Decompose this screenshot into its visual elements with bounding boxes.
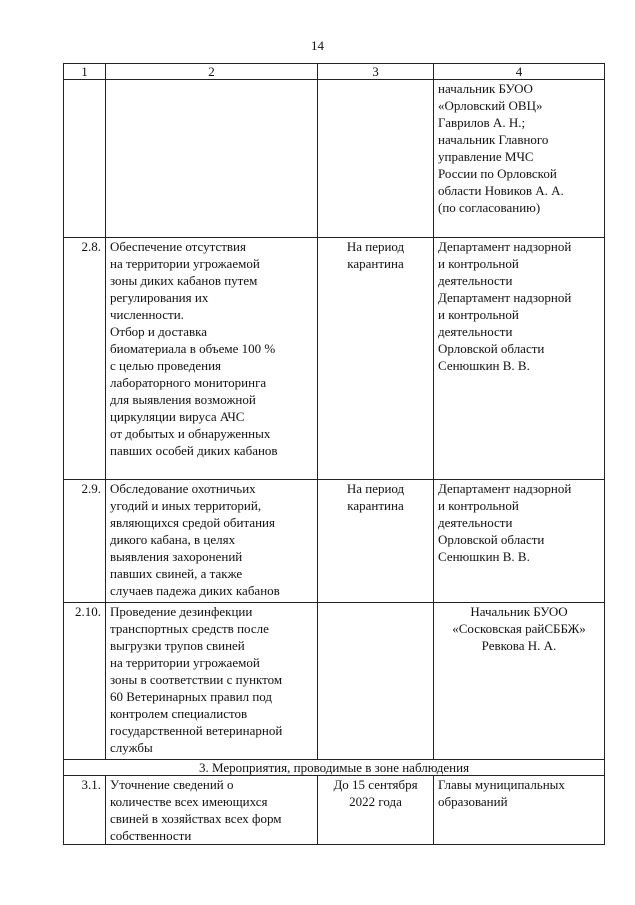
row-responsible: Департамент надзорной и контрольной деятельности Департамент надзорной и контрольной деятельности Орловской области Сенюшкин В. В. — [434, 238, 605, 480]
row-term — [318, 603, 434, 760]
row-action: Обеспечение отсутствия на территории угрожаемой зоны диких кабанов путем регулирования их численности. Отбор и доставка биоматериала в объеме 100 % с целью проведения лабораторного мониторинга для выявления возможной циркуляции вируса АЧС от добытых и обнаруженных павших особей диких кабанов — [106, 238, 318, 480]
row-responsible: Главы муниципальных образований — [434, 776, 605, 845]
row-term — [318, 80, 434, 238]
row-number: 2.10. — [64, 603, 106, 760]
header-col-1: 1 — [64, 64, 106, 80]
section-title: 3. Мероприятия, проводимые в зоне наблюдения — [64, 760, 605, 776]
table-header-row — [64, 64, 605, 80]
table-row — [64, 238, 605, 480]
row-term: До 15 сентября 2022 года — [318, 776, 434, 845]
table-row — [64, 603, 605, 760]
row-action: Обследование охотничьих угодий и иных территорий, являющихся средой обитания дикого кабана, в целях выявления захоронений павших свиней, а также случаев падежа диких кабанов — [106, 480, 318, 603]
row-number — [64, 80, 106, 238]
row-responsible: Начальник БУОО «Сосковская райСББЖ» Ревкова Н. А. — [434, 603, 605, 760]
header-col-4: 4 — [434, 64, 605, 80]
row-term: На период карантина — [318, 480, 434, 603]
row-number: 2.9. — [64, 480, 106, 603]
row-term: На период карантина — [318, 238, 434, 480]
section-header-row — [64, 760, 605, 776]
table-row — [64, 776, 605, 845]
row-action: Уточнение сведений о количестве всех имеющихся свиней в хозяйствах всех форм собственности — [106, 776, 318, 845]
row-number: 2.8. — [64, 238, 106, 480]
row-number: 3.1. — [64, 776, 106, 845]
header-col-3: 3 — [318, 64, 434, 80]
table-row — [64, 80, 605, 238]
page-number: 14 — [311, 38, 324, 53]
measures-table — [63, 63, 605, 845]
row-responsible: Департамент надзорной и контрольной деятельности Орловской области Сенюшкин В. В. — [434, 480, 605, 603]
table-row — [64, 480, 605, 603]
row-action: Проведение дезинфекции транспортных средств после выгрузки трупов свиней на территории угрожаемой зоны в соответствии с пунктом 60 Ветеринарных правил под контролем специалистов государственной ветеринарной службы — [106, 603, 318, 760]
row-responsible: начальник БУОО «Орловский ОВЦ» Гаврилов А. Н.; начальник Главного управление МЧС России по Орловской области Новиков А. А. (по согласованию) — [434, 80, 605, 238]
header-col-2: 2 — [106, 64, 318, 80]
row-action — [106, 80, 318, 238]
